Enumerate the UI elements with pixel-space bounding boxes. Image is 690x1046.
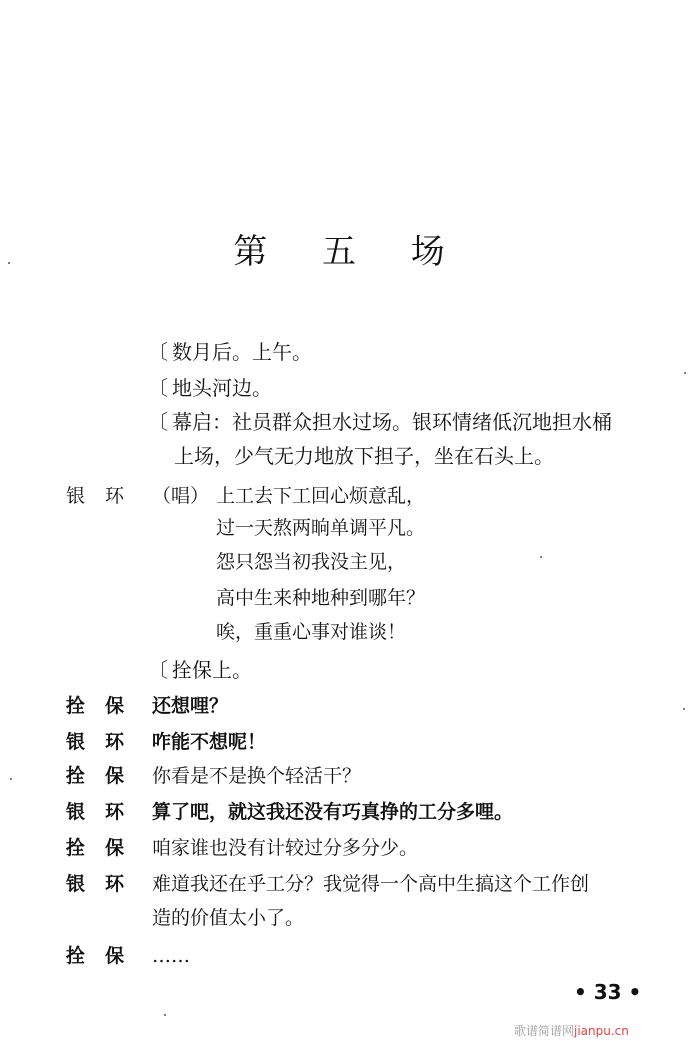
direction-bracket: 〔 — [148, 340, 168, 364]
dialogue-line: 还想哩？ — [152, 695, 229, 717]
dialogue-line: …… — [152, 945, 190, 967]
watermark-domain: jianpu.cn — [574, 1024, 629, 1038]
dialogue-line: 咋能不想呢！ — [152, 731, 267, 753]
scan-speck — [10, 778, 12, 780]
scene-title: 第 五 场 — [233, 232, 467, 272]
page-number: • 33 • — [574, 980, 642, 1004]
stage-direction — [148, 376, 272, 400]
dialogue-line: 咱家谁也没有计较过分多分少。 — [152, 837, 419, 859]
dialogue-line: 算了吧，就这我还没有巧真挣的工分多哩。 — [152, 801, 514, 823]
watermark-site-name: 歌谱简谱网 — [514, 1024, 575, 1038]
stage-direction-continued: 上场，少气无力地放下担子，坐在石头上。 — [174, 444, 554, 468]
stage-direction — [148, 410, 612, 434]
direction-text: 拴保上。 — [172, 658, 252, 682]
direction-bracket: 〔 — [148, 376, 168, 400]
direction-text: 幕启：社员群众担水过场。银环情绪低沉地担水桶 — [172, 410, 612, 434]
direction-bracket: 〔 — [148, 658, 168, 682]
song-marker: （唱） — [152, 485, 210, 507]
direction-text: 地头河边。 — [172, 376, 272, 400]
speaker-label: 银环 — [66, 801, 145, 823]
site-watermark — [514, 1022, 629, 1039]
dialogue-line-continued: 造的价值太小了。 — [152, 907, 305, 929]
speaker-label: 银环 — [66, 731, 145, 753]
scan-speck — [540, 556, 542, 558]
speaker-label: 拴保 — [66, 945, 145, 967]
scan-speck — [683, 708, 685, 710]
scan-speck — [684, 372, 686, 374]
song-line: 怨只怨当初我没主见， — [216, 551, 407, 573]
song-line: 上工去下工回心烦意乱， — [216, 485, 426, 507]
dialogue-line: 难道我还在乎工分？我觉得一个高中生搞这个工作创 — [152, 873, 590, 895]
song-line: 过一天熬两晌单调平凡。 — [216, 517, 426, 539]
dialogue-line: 你看是不是换个轻活干？ — [152, 765, 362, 787]
scan-speck — [8, 262, 10, 264]
speaker-label: 拴保 — [66, 765, 145, 787]
direction-bracket: 〔 — [148, 410, 168, 434]
speaker-label: 银环 — [66, 873, 145, 895]
stage-direction — [148, 658, 252, 682]
speaker-label: 银环 — [66, 485, 145, 507]
scan-speck — [164, 1014, 166, 1016]
speaker-label: 拴保 — [66, 695, 145, 717]
stage-direction — [148, 340, 312, 364]
song-line: 高中生来种地种到哪年？ — [216, 587, 426, 609]
direction-text: 数月后。上午。 — [172, 340, 312, 364]
song-line: 唉，重重心事对谁谈！ — [216, 621, 407, 643]
speaker-label: 拴保 — [66, 837, 145, 859]
